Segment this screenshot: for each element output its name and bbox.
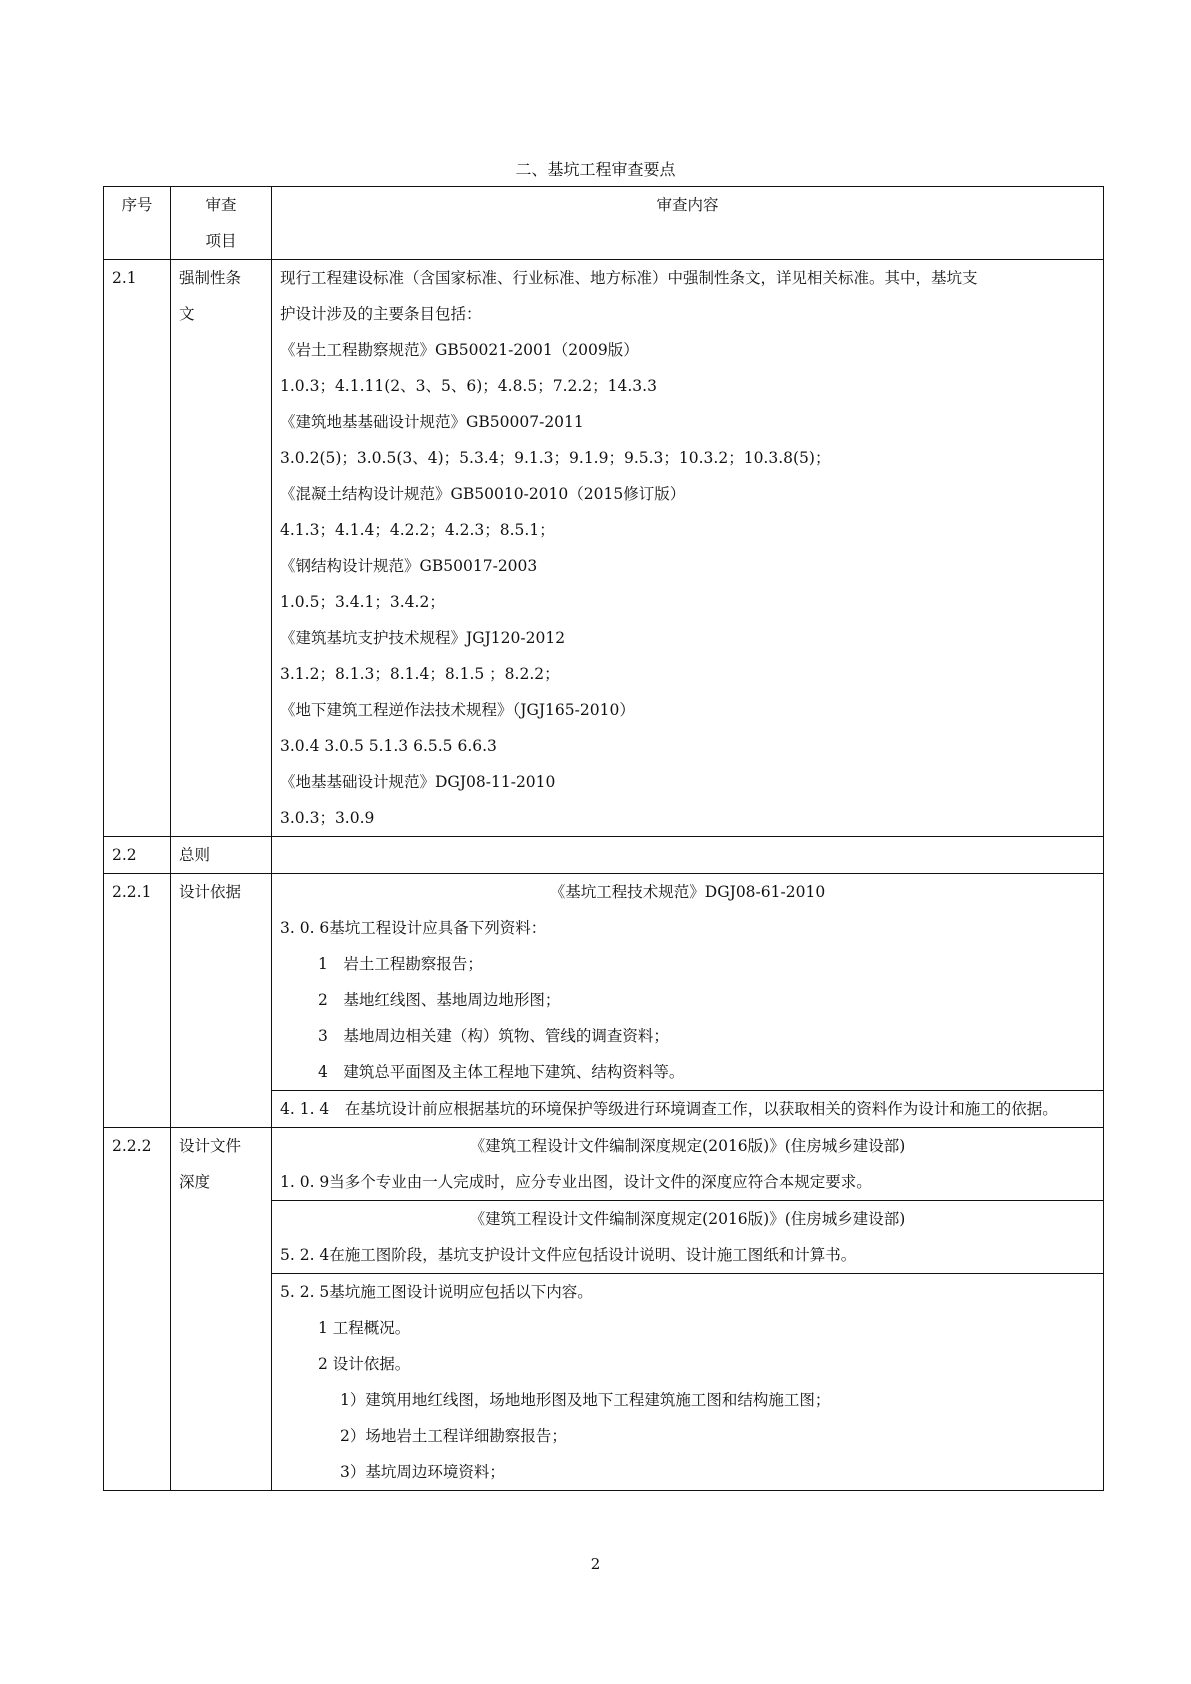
clause-text: 5. 2. 4在施工图阶段，基坑支护设计文件应包括设计说明、设计施工图纸和计算书。 — [280, 1246, 857, 1264]
list-item: 2 基地红线图、基地周边地形图； — [318, 991, 561, 1009]
clause-intro: 5. 2. 5基坑施工图设计说明应包括以下内容。 — [280, 1283, 593, 1301]
content-line: 3.1.2；8.1.3；8.1.4；8.1.5 ；8.2.2； — [280, 665, 560, 683]
content-line: 4.1.3；4.1.4；4.2.2；4.2.3；8.5.1； — [280, 521, 555, 539]
content-line: 《钢结构设计规范》GB50017-2003 — [280, 557, 538, 575]
content-line: 《建筑地基基础设计规范》GB50007-2011 — [280, 413, 584, 431]
row-item — [171, 1128, 272, 1491]
row-item: 设计依据 — [171, 874, 272, 1128]
row-item-line2: 文 — [179, 305, 195, 323]
content-line: 3.0.2(5)；3.0.5(3、4)；5.3.4；9.1.3；9.1.9；9.5.3；10.3.2；10.3.8(5)； — [280, 449, 831, 467]
row-content-block — [272, 874, 1104, 1091]
list-item: 1 工程概况。 — [318, 1319, 411, 1337]
clause-text: 1. 0. 9当多个专业由一人完成时，应分专业出图，设计文件的深度应符合本规定要求。 — [280, 1173, 872, 1191]
content-line: 3.0.3；3.0.9 — [280, 809, 375, 827]
row-number: 2.2 — [104, 837, 171, 874]
content-line: 3.0.4 3.0.5 5.1.3 6.5.5 6.6.3 — [280, 737, 497, 755]
list-item: 2 设计依据。 — [318, 1355, 411, 1373]
table-row — [104, 874, 1104, 1091]
sub-list-item: 2）场地岩土工程详细勘察报告； — [340, 1427, 567, 1445]
row-item — [171, 260, 272, 837]
page-number: 2 — [590, 1555, 601, 1573]
page-title: 二、基坑工程审查要点 — [515, 160, 676, 179]
sub-list-item: 3）基坑周边环境资料； — [340, 1463, 505, 1481]
header-item-line2: 项目 — [205, 232, 237, 250]
header-content: 审查内容 — [272, 187, 1104, 260]
row-number: 2.2.2 — [104, 1128, 171, 1491]
row-item-line2: 深度 — [179, 1173, 211, 1191]
standard-heading: 《建筑工程设计文件编制深度规定(2016版)》(住房城乡建设部) — [469, 1137, 906, 1155]
content-line: 《地下建筑工程逆作法技术规程》（JGJ165-2010） — [280, 701, 635, 719]
row-number: 2.2.1 — [104, 874, 171, 1128]
content-line: 《混凝土结构设计规范》GB50010-2010（2015修订版） — [280, 485, 686, 503]
row-item-line1: 设计文件 — [179, 1137, 242, 1155]
row-item-line1: 强制性条 — [179, 269, 242, 287]
standard-heading: 《建筑工程设计文件编制深度规定(2016版)》(住房城乡建设部) — [469, 1210, 906, 1228]
row-content-block — [272, 1201, 1104, 1274]
header-number: 序号 — [104, 187, 171, 260]
list-item: 1 岩土工程勘察报告； — [318, 955, 483, 973]
clause-text: 4. 1. 4 在基坑设计前应根据基坑的环境保护等级进行环境调查工作，以获取相关的资料作为设计和施工的依据。 — [280, 1100, 1058, 1118]
list-item: 3 基地周边相关建（构）筑物、管线的调查资料； — [318, 1027, 669, 1045]
list-item: 4 建筑总平面图及主体工程地下建筑、结构资料等。 — [318, 1063, 685, 1081]
row-number: 2.1 — [104, 260, 171, 837]
row-content-block — [272, 1091, 1104, 1128]
content-line: 《地基基础设计规范》DGJ08-11-2010 — [280, 773, 556, 791]
clause-intro: 3. 0. 6基坑工程设计应具备下列资料： — [280, 919, 547, 937]
content-line: 《岩土工程勘察规范》GB50021-2001（2009版） — [280, 341, 639, 359]
row-item: 总则 — [171, 837, 272, 874]
content-line: 1.0.5；3.4.1；3.4.2； — [280, 593, 445, 611]
table-row — [104, 837, 1104, 874]
standard-heading: 《基坑工程技术规范》DGJ08-61-2010 — [549, 883, 826, 901]
header-item-line1: 审查 — [205, 196, 237, 214]
table-row — [104, 260, 1104, 837]
row-content — [272, 260, 1104, 837]
row-content-block — [272, 1274, 1104, 1491]
table-header-row — [104, 187, 1104, 260]
content-line: 护设计涉及的主要条目包括： — [280, 305, 482, 323]
review-table — [103, 186, 1104, 1491]
row-content-block — [272, 1128, 1104, 1201]
content-line: 1.0.3；4.1.11(2、3、5、6)；4.8.5；7.2.2；14.3.3 — [280, 377, 657, 395]
content-line: 《建筑基坑支护技术规程》JGJ120-2012 — [280, 629, 566, 647]
content-line: 现行工程建设标准（含国家标准、行业标准、地方标准）中强制性条文，详见相关标准。其中，基坑支 — [280, 269, 978, 287]
table-row — [104, 1128, 1104, 1201]
sub-list-item: 1）建筑用地红线图，场地地形图及地下工程建筑施工图和结构施工图； — [340, 1391, 831, 1409]
header-item — [171, 187, 272, 260]
row-content — [272, 837, 1104, 874]
